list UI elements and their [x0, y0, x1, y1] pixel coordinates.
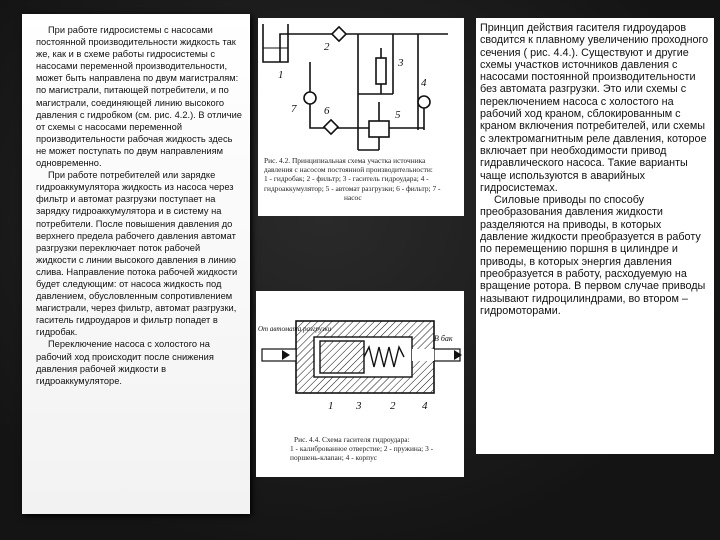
- fig1-caption-line: Рис. 4.2. Принципиальная схема участка источника: [264, 156, 426, 165]
- unloader-5-symbol: [369, 121, 389, 137]
- fig1-caption-line: насос: [344, 192, 362, 202]
- inlet-label: От автомата разгрузки: [258, 325, 332, 333]
- figure-4-4-caption: [290, 435, 462, 463]
- accumulator-4-symbol: [418, 96, 430, 108]
- fig1-label-2: 2: [324, 41, 330, 53]
- fig1-label-6: 6: [324, 105, 330, 117]
- left-text-panel: [22, 14, 250, 514]
- tank-shape: [263, 24, 288, 62]
- piston-valve: [320, 341, 364, 373]
- fig1-label-1: 1: [278, 69, 284, 81]
- fig1-caption-line: 1 - гидробак; 2 - фильтр; 3 - гаситель гидроудара; 4 -: [264, 174, 429, 184]
- pump-7-symbol: [304, 92, 316, 104]
- fig2-label-2: 2: [390, 400, 396, 412]
- fig2-caption-line: поршень-клапан; 4 - корпус: [290, 453, 378, 463]
- fig1-caption-line: гидроаккумулятор; 5 - автомат разгрузки; 6 - фильтр; 7 -: [264, 183, 441, 193]
- fig2-caption-line: 1 - калиброванное отверстие; 2 - пружина; 3 -: [290, 444, 434, 454]
- fig2-label-1: 1: [328, 400, 334, 412]
- outlet-label: В бак: [434, 334, 453, 343]
- fig2-label-3: 3: [356, 400, 362, 412]
- right-paragraph-1: Принцип действия гасителя гидроударов сводится к плавному увеличению проходного сечения ( рис. 4.4.). Существуют и другие схемы участков источников давления с насосами постоянной производительности без автомата разгрузки. Это или схемы с переключением насоса с холостого на рабочий ход краном, сблокированным с краном включения потребителей, или схемы с электромагнитным реле давления, которое включает при необходимости привод гидравлического насоса. Такие варианты чаще используются в аварийных гидросистемах.: [480, 22, 709, 194]
- left-paragraph-3: Переключение насоса с холостого на рабочий ход происходит после снижения давления рабочей жидкости в гидроаккумуляторе.: [36, 339, 214, 386]
- fig2-caption-line: Рис. 4.4. Схема гасителя гидроудара:: [294, 435, 410, 444]
- left-paragraph-2: При работе потребителей или зарядке гидроаккумулятора жидкость из насоса через фильтр и автомат разгрузки поступает на зарядку гидроаккумулятора и в систему на потребители. После повышения давления до верхнего предела рабочего давления автомат разгрузки переключает поток рабочей жидкости с линии высокого давления в линию слива. Направление потока рабочей жидкости будет следующим: от насоса жидкость под давлением, обусловленным сопротивлением магистрали, через фильтр, автомат разгрузки, гаситель гидроударов и фильтр попадет в гидробак.: [36, 170, 238, 338]
- left-paragraph-1: При работе гидросистемы с насосами постоянной производительности жидкость так же, как и в схеме работы гидросистемы с насосами переменной производительности, может быть направлена по двум магистралям: по магистрали, питающей потребители, и по магистрали, соединяющей линию высокого давления с гидробком (см. рис. 4.2.). В отличие от схемы с насосами переменной производительности рабочая жидкость здесь не может поступать по двум направлениям одновременно.: [36, 25, 242, 169]
- right-paragraph-2: Силовые приводы по способу преобразования давления жидкости разделяются на приводы, в которых давление жидкости преобразуется в работу по перемещению поршня в цилиндре и приводы, в которых энергия давления преобразуется в работу, расходуемую на вращение ротора. В первом случае приводы называют гидроцилиндрами, во втором – гидромоторами.: [480, 194, 706, 317]
- right-text-panel: [476, 18, 714, 454]
- fig1-label-5: 5: [395, 109, 401, 121]
- filter-6-symbol: [324, 120, 338, 134]
- fig1-label-7: 7: [291, 103, 297, 115]
- figure-4-2-caption: [264, 156, 462, 202]
- figure-4-2: [258, 18, 464, 216]
- fig2-label-4: 4: [422, 400, 428, 412]
- fig1-label-3: 3: [398, 57, 404, 69]
- filter-2-symbol: [332, 27, 346, 41]
- fig1-label-4: 4: [421, 77, 427, 89]
- damper-section-diagram: [256, 291, 464, 431]
- damper-3-symbol: [376, 58, 386, 84]
- fig1-caption-line: давления с насосом постоянной производительности:: [264, 165, 433, 175]
- figure-4-4: [256, 291, 464, 477]
